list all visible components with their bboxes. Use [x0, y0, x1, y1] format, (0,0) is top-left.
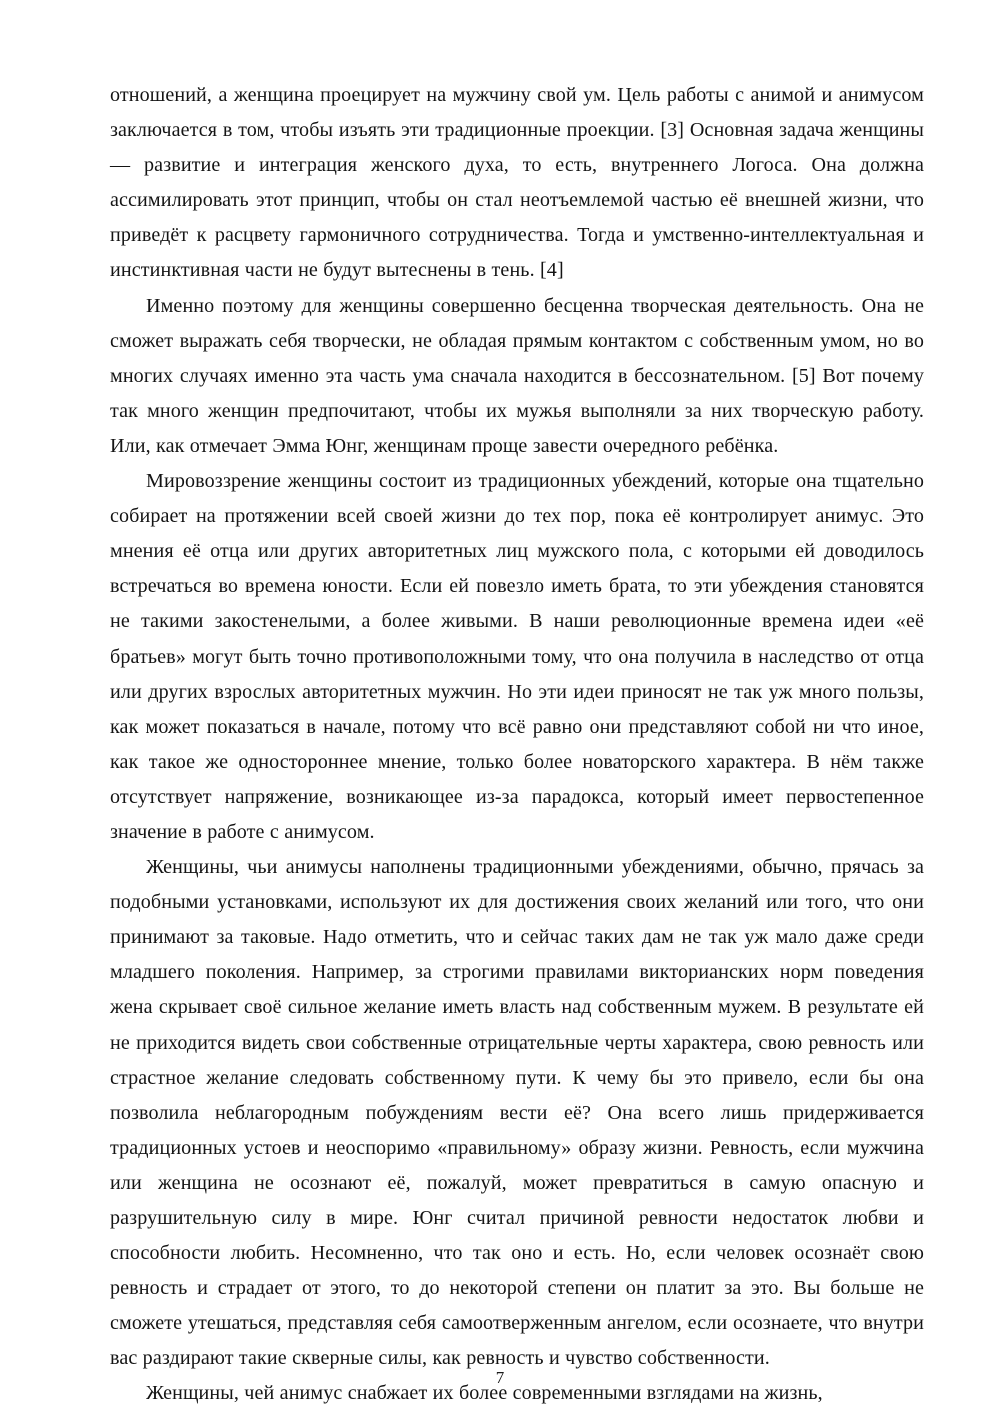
text-column [110, 78, 924, 1412]
body-paragraph-3: Мировоззрение женщины состоит из традиционных убеждений, которые она тщательно собирает на протяжении всей своей жизни до тех пор, пока её контролирует анимус. Это мнения её отца или других авторитетных лиц мужского пола, с которыми ей доводилось встречаться во времена юности. Если ей повезло иметь брата, то эти убеждения становятся не такими закостенелыми, а более живыми. В наши революционные времена идеи «её братьев» могут быть точно противоположными тому, что она получила в наследство от отца или других взрослых авторитетных мужчин. Но эти идеи приносят не так уж много пользы, как может показаться в начале, потому что всё равно они представляют собой ни что иное, как такое же одностороннее мнение, только более новаторского характера. В нём также отсутствует напряжение, возникающее из-за парадокса, который имеет первостепенное значение в работе с анимусом. [110, 470, 924, 843]
page-number: 7 [495, 1368, 505, 1387]
body-paragraph-4: Женщины, чьи анимусы наполнены традиционными убеждениями, обычно, прячась за подобными установками, используют их для достижения своих желаний или того, что они принимают за таковые. Надо отметить, что и сейчас таких дам не так уж мало даже среди младшего поколения. Например, за строгими правилами викторианских норм поведения жена скрывает своё сильное желание иметь власть над собственным мужем. В результате ей не приходится видеть свои собственные отрицательные черты характера, свою ревность или страстное желание следовать собственному пути. К чему бы это привело, если бы она позволила неблагородным побуждениям вести её? Она всего лишь придерживается традиционных устоев и неоспоримо «правильному» образу жизни. Ревность, если мужчина или женщина не осознают её, пожалуй, может превратиться в самую опасную и разрушительную силу в мире. Юнг считал причиной ревности недостаток любви и способности любить. Несомненно, что так оно и есть. Но, если человек осознаёт свою ревность и страдает от этого, то до некоторой степени он платит за это. Вы больше не сможете утешаться, представляя себя самоотверженным ангелом, если осознаете, что внутри вас раздирают такие скверные силы, как ревность и чувство собственности. [110, 856, 924, 1370]
body-paragraph-1: отношений, а женщина проецирует на мужчину свой ум. Цель работы с анимой и анимусом заключается в том, чтобы изъять эти традиционные проекции. [3] Основная задача женщины — развитие и интеграция женского духа, то есть, внутреннего Логоса. Она должна ассимилировать этот принцип, чтобы он стал неотъемлемой частью её внешней жизни, что приведёт к расцвету гармоничного сотрудничества. Тогда и умственно-интеллектуальная и инстинктивная части не будут вытеснены в тень. [4] [110, 84, 924, 282]
body-paragraph-5: Женщины, чей анимус снабжает их более современными взглядами на жизнь, [146, 1382, 823, 1405]
body-paragraph-2: Именно поэтому для женщины совершенно бесценна творческая деятельность. Она не сможет выражать себя творчески, не обладая прямым контактом с собственным умом, но во многих случаях именно эта часть ума сначала находится в бессознательном. [5] Вот почему так много женщин предпочитают, чтобы их мужья выполняли за них творческую работу. Или, как отмечает Эмма Юнг, женщинам проще завести очередного ребёнка. [110, 294, 924, 457]
